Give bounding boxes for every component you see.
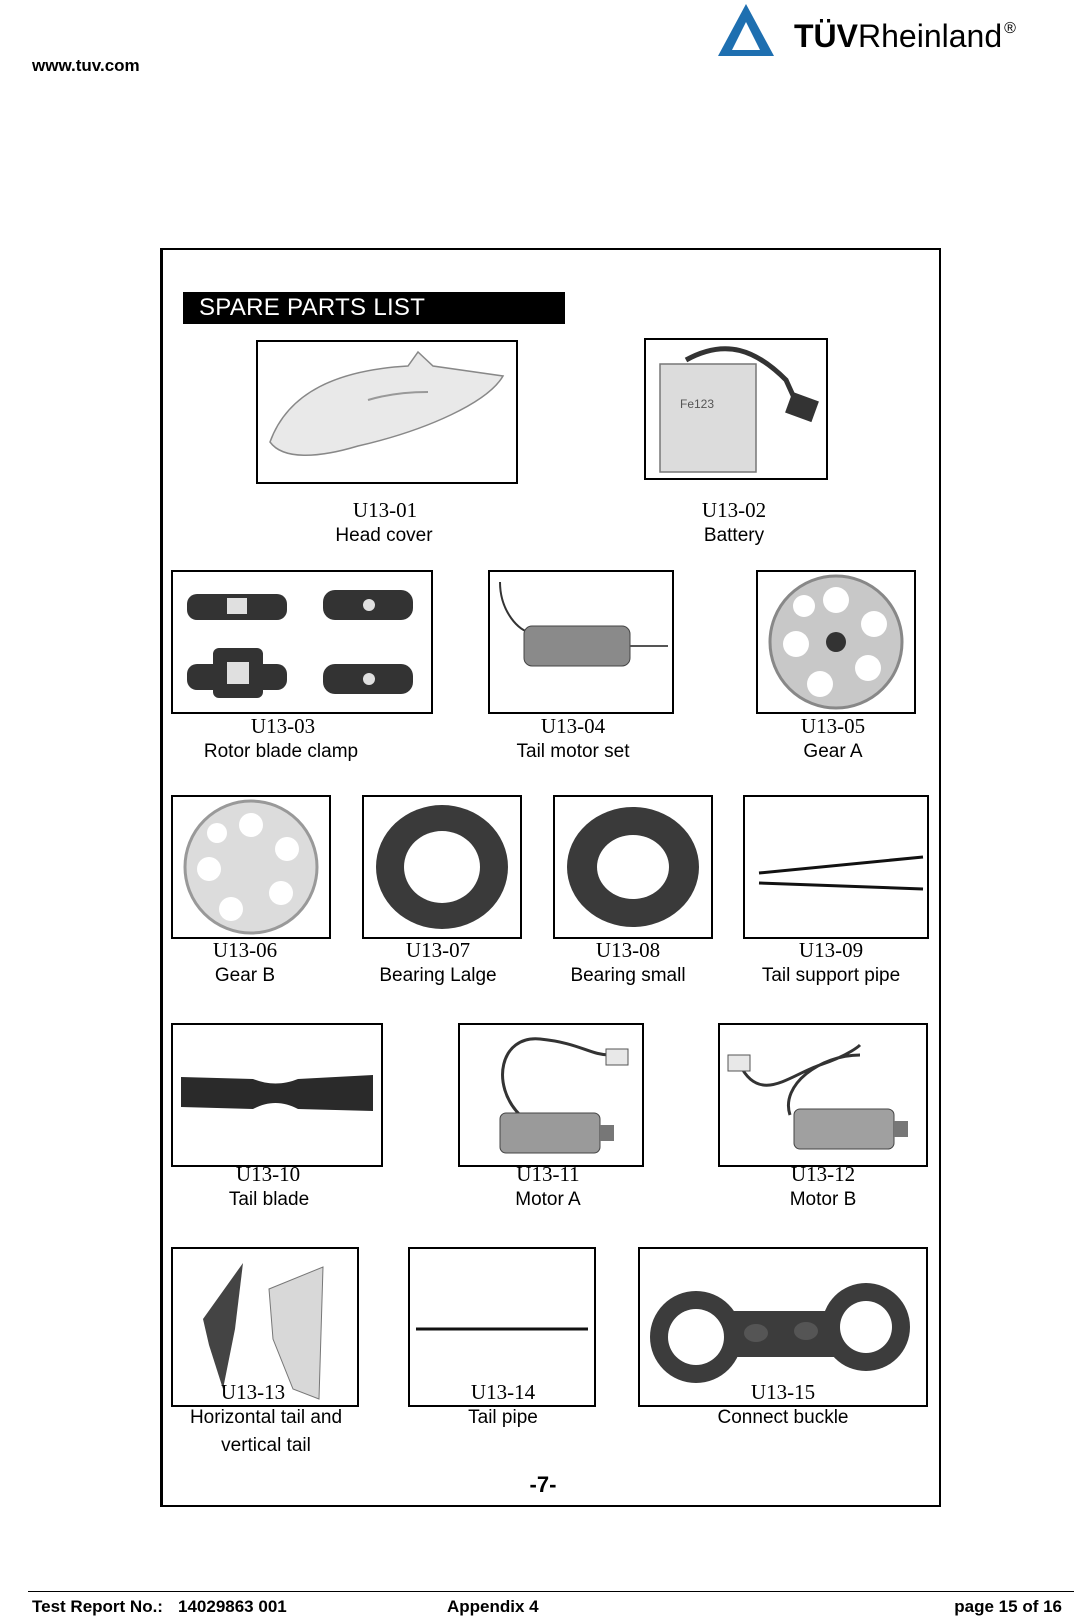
part-name: Bearing small (570, 965, 686, 986)
part-name: Motor A (515, 1189, 581, 1210)
logo-wordmark: TÜVRheinland ® (794, 18, 1016, 54)
part-code: U13-02 (701, 498, 767, 522)
website-url[interactable]: www.tuv.com (32, 56, 140, 75)
footer-divider (28, 1591, 1074, 1592)
motor-a-illustration (460, 1025, 642, 1165)
tuv-rheinland-logo (712, 0, 1052, 60)
part-image-rotor-blade-clamp (171, 570, 433, 714)
part-name: Bearing Lalge (379, 965, 497, 986)
gear-b-illustration (173, 797, 329, 937)
part-code: U13-14 (470, 1380, 536, 1404)
part-image-bearing-small (553, 795, 713, 939)
footer-report-label: Test Report No.: (32, 1597, 163, 1616)
motor-b-illustration (720, 1025, 926, 1165)
tail-blade-illustration (173, 1025, 381, 1165)
footer-appendix: Appendix 4 (447, 1597, 539, 1616)
part-image-tail-support-pipe (743, 795, 929, 939)
part-code: U13-10 (235, 1162, 301, 1186)
part-code: U13-03 (250, 714, 316, 738)
part-code: U13-06 (212, 938, 278, 962)
part-name: Head cover (335, 525, 433, 546)
part-image-motor-a (458, 1023, 644, 1167)
part-code: U13-04 (540, 714, 606, 738)
part-name: Motor B (789, 1189, 857, 1210)
part-code: U13-08 (595, 938, 661, 962)
part-code: U13-15 (750, 1380, 816, 1404)
part-code: U13-11 (516, 1162, 580, 1186)
spare-parts-sheet (160, 248, 941, 1507)
part-name: Gear B (214, 965, 276, 986)
part-name: Gear A (803, 741, 863, 762)
part-image-tail-motor-set (488, 570, 674, 714)
part-name: Rotor blade clamp (203, 741, 359, 762)
part-image-bearing-large (362, 795, 522, 939)
part-image-tail-blade (171, 1023, 383, 1167)
footer-page: page 15 of 16 (954, 1597, 1062, 1616)
part-name: Tail blade (228, 1189, 310, 1210)
part-name: Battery (703, 525, 765, 546)
sheet-page-number: -7- (529, 1472, 557, 1497)
part-image-head-cover (256, 340, 518, 484)
part-code: U13-13 (220, 1380, 286, 1404)
part-name: Tail support pipe (761, 965, 901, 986)
part-name: Tail motor set (516, 741, 630, 762)
footer-report-number: 14029863 001 (178, 1597, 287, 1616)
part-image-gear-b (171, 795, 331, 939)
part-image-gear-a (756, 570, 916, 714)
tuv-triangle-icon (712, 0, 792, 60)
head-cover-illustration (258, 342, 516, 482)
gear-a-illustration (758, 572, 914, 712)
rotor-clamp-illustration (173, 572, 431, 712)
part-code: U13-12 (790, 1162, 856, 1186)
part-code: U13-09 (798, 938, 864, 962)
battery-illustration (646, 340, 826, 478)
part-code: U13-07 (405, 938, 471, 962)
part-image-motor-b (718, 1023, 928, 1167)
part-name: Tail pipe (468, 1407, 538, 1428)
part-name: Connect buckle (717, 1407, 849, 1428)
part-code: U13-01 (352, 498, 418, 522)
spare-parts-title: SPARE PARTS LIST (183, 292, 565, 324)
tail-motor-illustration (490, 572, 672, 712)
bearing-small-illustration (555, 797, 711, 937)
part-image-battery (644, 338, 828, 480)
part-code: U13-05 (800, 714, 866, 738)
tail-support-pipe-illustration (745, 797, 927, 937)
battery-label: Fe123 (680, 397, 715, 411)
bearing-large-illustration (364, 797, 520, 937)
part-name: Horizontal tail and vertical tail (189, 1407, 343, 1456)
